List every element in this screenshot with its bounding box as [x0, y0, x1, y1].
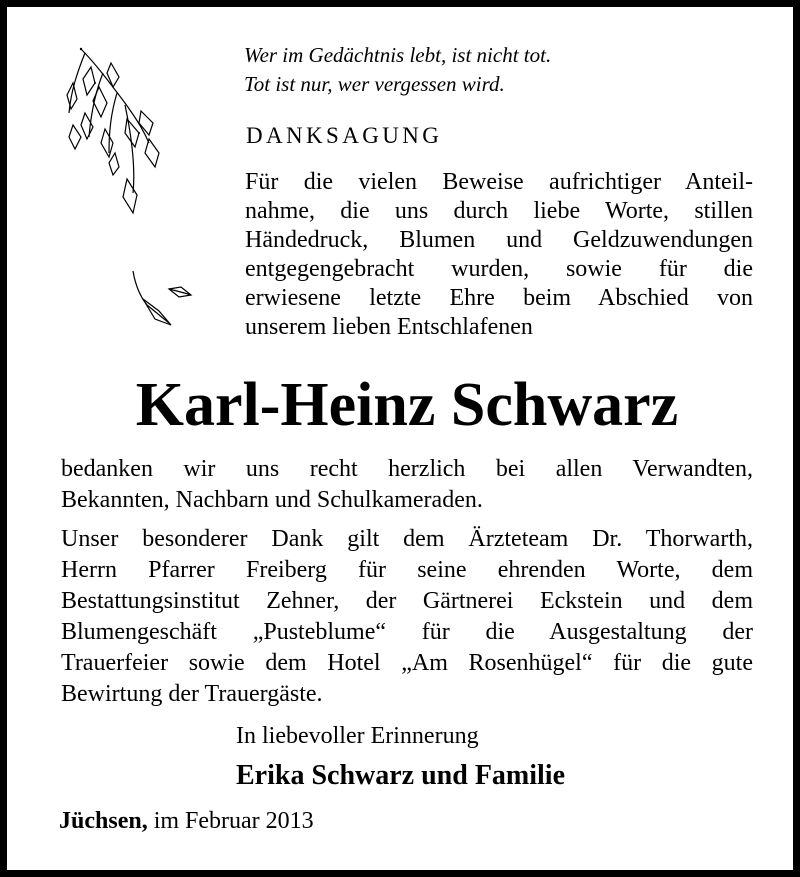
intro-line: erwiesene letzte Ehre beim Abschied von	[245, 285, 753, 311]
thanks-paragraph	[61, 454, 753, 516]
intro-line: unserem lieben Entschlafenen	[245, 314, 533, 340]
intro-paragraph	[245, 168, 753, 342]
thanks-line: Bekannten, Nachbarn und Schulkameraden.	[61, 487, 483, 513]
heading-danksagung: DANKSAGUNG	[246, 123, 443, 148]
birch-branch-illustration	[55, 43, 185, 228]
falling-leaves-illustration	[125, 269, 200, 334]
thanks-line: bedanken wir uns recht herzlich bei allen Verwandten,	[61, 456, 753, 482]
special-thanks-line: Bestattungsinstitut Zehner, der Gärtnerei Eckstein und dem	[61, 588, 753, 614]
place-date-line	[59, 808, 314, 835]
quote-line-1: Wer im Gedächtnis lebt, ist nicht tot.	[244, 43, 552, 67]
intro-line: nahme, die uns durch liebe Worte, stillen	[245, 198, 753, 224]
memorial-quote	[244, 41, 764, 99]
special-thanks-line: Herrn Pfarrer Freiberg für seine ehrenden Worte, dem	[61, 557, 753, 583]
special-thanks-line: Trauerfeier sowie dem Hotel „Am Rosenhügel“ für die gute	[61, 650, 753, 676]
special-thanks-line: Unser besonderer Dank gilt dem Ärzteteam Dr. Thorwarth,	[61, 526, 753, 552]
deceased-name: Karl-Heinz Schwarz	[135, 371, 679, 439]
special-thanks-line: Blumengeschäft „Pusteblume“ für die Ausgestaltung der	[61, 619, 753, 645]
intro-line: entgegengebracht wurden, sowie für die	[245, 256, 753, 282]
date: im Februar 2013	[153, 808, 314, 834]
place: Jüchsen,	[59, 808, 148, 834]
family-signature: Erika Schwarz und Familie	[236, 760, 566, 791]
intro-line: Händedruck, Blumen und Geldzuwendungen	[245, 227, 753, 253]
special-thanks-line: Bewirtung der Trauergäste.	[61, 681, 323, 707]
quote-line-2: Tot ist nur, wer vergessen wird.	[244, 72, 505, 96]
closing-text: In liebevoller Erinnerung	[236, 723, 479, 749]
intro-line: Für die vielen Beweise aufrichtiger Anteil-	[245, 169, 753, 195]
special-thanks-paragraph	[61, 524, 753, 710]
